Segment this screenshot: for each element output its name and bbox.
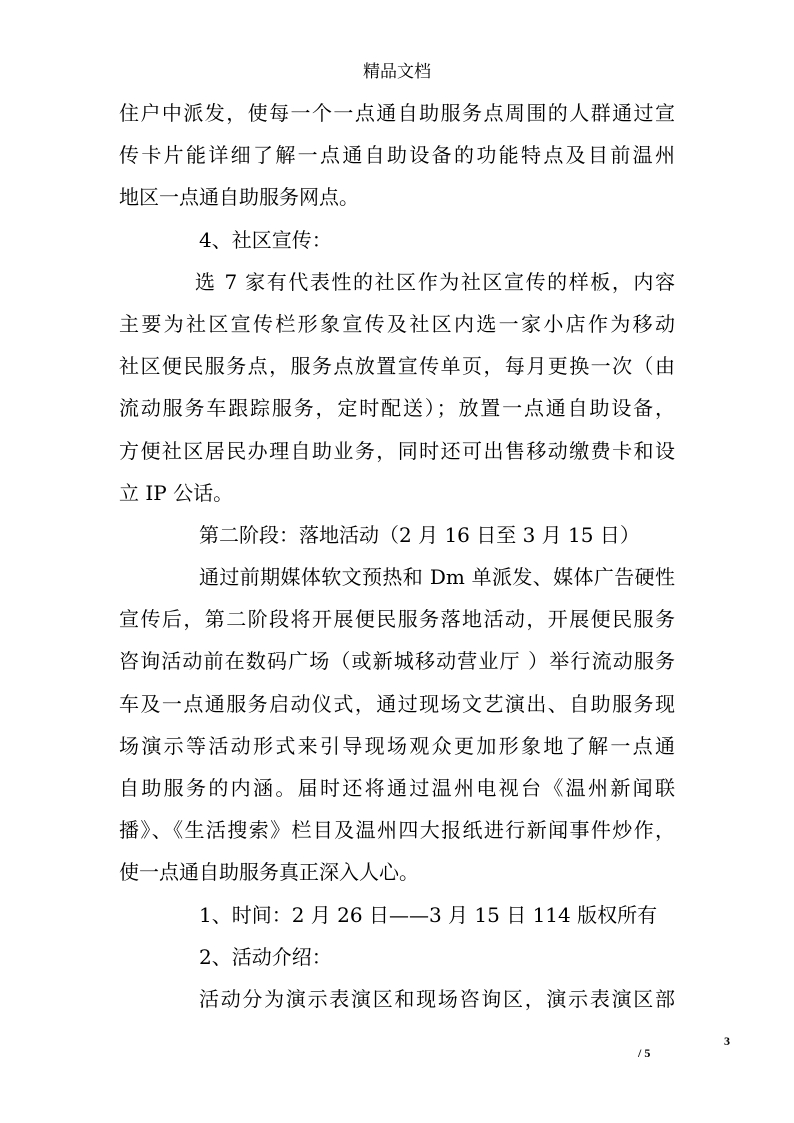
body-line: 选 7 家有代表性的社区作为社区宣传的样板，内容 [195, 269, 675, 294]
body-line: 自助服务的内涵。届时还将通过温州电视台《温州新闻联 [119, 776, 675, 800]
body-line: 流动服务车跟踪服务，定时配送）；放置一点通自助设备， [119, 396, 675, 421]
page-header: 精品文档 [363, 62, 431, 82]
body-line: 活动分为演示表演区和现场咨询区，演示表演区部 [199, 986, 675, 1011]
section-heading: 第二阶段：落地活动（2 月 16 日至 3 月 15 日） [199, 522, 640, 547]
page-number: 3 [724, 1034, 730, 1048]
body-line: 宣传后，第二阶段将开展便民服务落地活动，开展便民服务 [119, 607, 675, 632]
body-line: 播》、《生活搜索》栏目及温州四大报纸进行新闻事件炒作， [119, 818, 675, 843]
document-body [119, 92, 675, 1020]
body-line: 咨询活动前在数码广场（或新城移动营业厅 ）举行流动服务 [119, 649, 675, 674]
body-line: 住户中派发，使每一个一点通自助服务点周围的人群通过宣 [119, 101, 675, 125]
section-heading: 4、社区宣传： [199, 227, 332, 252]
body-line: 地区一点通自助服务网点。 [119, 185, 359, 210]
body-line: 方便社区居民办理自助业务，同时还可出售移动缴费卡和设 [119, 438, 675, 463]
body-line: 立 IP 公话。 [119, 480, 234, 505]
body-line: 通过前期媒体软文预热和 Dm 单派发、媒体广告硬性 [199, 565, 675, 590]
body-line: 1、时间：2 月 26 日——3 月 15 日 114 版权所有 [199, 902, 658, 927]
body-line: 传卡片能详细了解一点通自助设备的功能特点及目前温州 [119, 143, 675, 168]
body-line: 社区便民服务点，服务点放置宣传单页，每月更换一次（由 [119, 354, 675, 379]
body-line: 场演示等活动形式来引导现场观众更加形象地了解一点通 [119, 733, 675, 758]
body-line: 主要为社区宣传栏形象宣传及社区内选一家小店作为移动 [119, 311, 675, 336]
body-line: 车及一点通服务启动仪式，通过现场文艺演出、自助服务现 [119, 691, 675, 716]
section-heading: 2、活动介绍： [199, 944, 332, 969]
page-total: / 5 [638, 1046, 651, 1060]
body-line: 使一点通自助服务真正深入人心。 [119, 860, 419, 885]
